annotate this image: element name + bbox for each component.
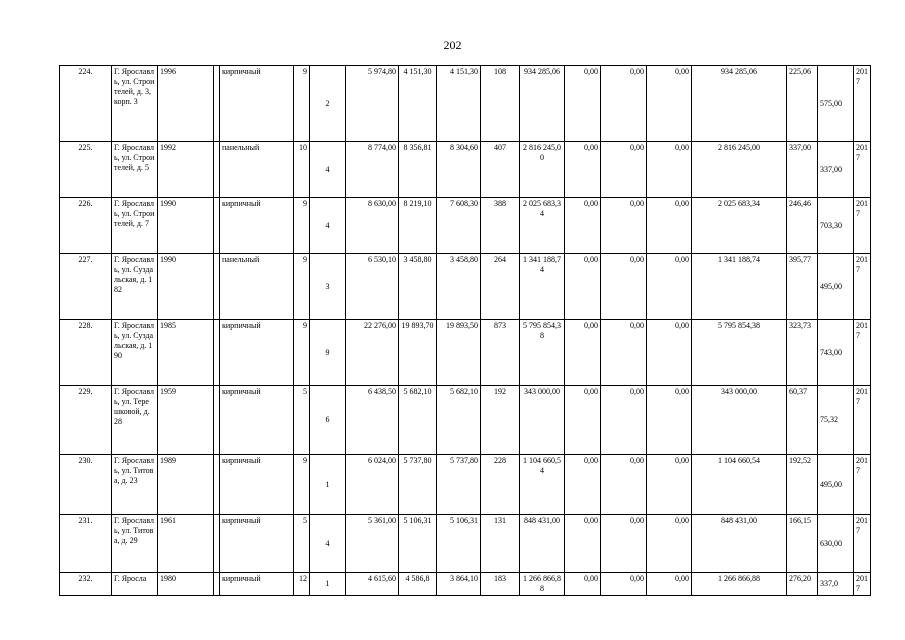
- entrance-count: 4: [310, 142, 346, 198]
- funding-2: 0,00: [601, 66, 647, 142]
- repair-cost: 2 816 245,00: [520, 142, 565, 198]
- build-year: 1959: [158, 386, 214, 455]
- table-row: [60, 386, 871, 455]
- funding-1: 0,00: [565, 573, 601, 596]
- funding-3: 0,00: [647, 66, 692, 142]
- build-year: 1980: [158, 573, 214, 596]
- entrance-count: 1: [310, 455, 346, 515]
- residents-count: 264: [481, 254, 520, 320]
- wall-material: кирпичный: [220, 66, 294, 142]
- funding-3: 0,00: [647, 198, 692, 254]
- plan-year: 2017: [854, 320, 871, 386]
- funding-2: 0,00: [601, 198, 647, 254]
- floor-count: 9: [294, 198, 310, 254]
- limit-cost: 703,30: [818, 198, 854, 254]
- funding-2: 0,00: [601, 515, 647, 573]
- specific-cost: 337,00: [787, 142, 818, 198]
- funding-1: 0,00: [565, 66, 601, 142]
- limit-cost: 75,32: [818, 386, 854, 455]
- plan-year: 2017: [854, 198, 871, 254]
- area-living: 5 106,31: [399, 515, 437, 573]
- wall-material: панельный: [220, 254, 294, 320]
- area-total: 22 276,00: [346, 320, 399, 386]
- build-year: 1989: [158, 455, 214, 515]
- limit-cost: 495,00: [818, 455, 854, 515]
- total-cost: 934 285,06: [692, 66, 787, 142]
- wall-material: кирпичный: [220, 386, 294, 455]
- entrance-count: 9: [310, 320, 346, 386]
- funding-1: 0,00: [565, 515, 601, 573]
- table-row: [60, 142, 871, 198]
- funding-3: 0,00: [647, 320, 692, 386]
- area-living-2: 5 106,31: [437, 515, 481, 573]
- row-number: 225.: [60, 142, 112, 198]
- total-cost: 1 341 188,74: [692, 254, 787, 320]
- entrance-count: 4: [310, 515, 346, 573]
- row-number: 232.: [60, 573, 112, 596]
- total-cost: 5 795 854,38: [692, 320, 787, 386]
- total-cost: 1 266 866,88: [692, 573, 787, 596]
- address: Г. Ярославль, ул. Суздальская, д. 182: [112, 254, 158, 320]
- funding-3: 0,00: [647, 455, 692, 515]
- floor-count: 12: [294, 573, 310, 596]
- specific-cost: 276,20: [787, 573, 818, 596]
- area-total: 5 361,00: [346, 515, 399, 573]
- row-number: 226.: [60, 198, 112, 254]
- funding-2: 0,00: [601, 254, 647, 320]
- specific-cost: 395,77: [787, 254, 818, 320]
- wall-material: кирпичный: [220, 455, 294, 515]
- funding-1: 0,00: [565, 455, 601, 515]
- entrance-count: 1: [310, 573, 346, 596]
- specific-cost: 225,06: [787, 66, 818, 142]
- total-cost: 2 025 683,34: [692, 198, 787, 254]
- funding-1: 0,00: [565, 386, 601, 455]
- funding-3: 0,00: [647, 573, 692, 596]
- specific-cost: 166,15: [787, 515, 818, 573]
- residents-count: 388: [481, 198, 520, 254]
- residents-count: 131: [481, 515, 520, 573]
- area-living-2: 7 608,30: [437, 198, 481, 254]
- build-year: 1990: [158, 198, 214, 254]
- table-row: [60, 320, 871, 386]
- table-row: [60, 573, 871, 596]
- funding-1: 0,00: [565, 320, 601, 386]
- table-row: [60, 515, 871, 573]
- page-number: 202: [443, 38, 462, 52]
- area-total: 6 024,00: [346, 455, 399, 515]
- funding-1: 0,00: [565, 198, 601, 254]
- area-living: 3 458,80: [399, 254, 437, 320]
- repair-cost: 2 025 683,34: [520, 198, 565, 254]
- total-cost: 848 431,00: [692, 515, 787, 573]
- floor-count: 5: [294, 386, 310, 455]
- repair-cost: 934 285,06: [520, 66, 565, 142]
- repair-cost: 1 341 188,74: [520, 254, 565, 320]
- wall-material: кирпичный: [220, 320, 294, 386]
- floor-count: 9: [294, 455, 310, 515]
- repair-cost: 343 000,00: [520, 386, 565, 455]
- residents-count: 873: [481, 320, 520, 386]
- area-living: 5 737,80: [399, 455, 437, 515]
- area-total: 4 615,60: [346, 573, 399, 596]
- total-cost: 2 816 245,00: [692, 142, 787, 198]
- area-living: 19 893,70: [399, 320, 437, 386]
- total-cost: 1 104 660,54: [692, 455, 787, 515]
- entrance-count: 4: [310, 198, 346, 254]
- limit-cost: 743,00: [818, 320, 854, 386]
- address: Г. Ярославль, ул. Суздальская, д. 190: [112, 320, 158, 386]
- specific-cost: 192,52: [787, 455, 818, 515]
- plan-year: 2017: [854, 254, 871, 320]
- build-year: 1961: [158, 515, 214, 573]
- area-living-2: 19 893,50: [437, 320, 481, 386]
- entrance-count: 6: [310, 386, 346, 455]
- repair-cost: 1 266 866,88: [520, 573, 565, 596]
- residents-count: 108: [481, 66, 520, 142]
- wall-material: кирпичный: [220, 573, 294, 596]
- floor-count: 9: [294, 66, 310, 142]
- area-living-2: 3 864,10: [437, 573, 481, 596]
- area-living-2: 3 458,80: [437, 254, 481, 320]
- funding-3: 0,00: [647, 515, 692, 573]
- limit-cost: 575,00: [818, 66, 854, 142]
- area-living: 4 151,30: [399, 66, 437, 142]
- address: Г. Ярославль, ул. Строителей, д. 3, корп. 3: [112, 66, 158, 142]
- residents-count: 192: [481, 386, 520, 455]
- specific-cost: 246,46: [787, 198, 818, 254]
- area-total: 6 438,50: [346, 386, 399, 455]
- table-row: [60, 198, 871, 254]
- area-living: 8 219,10: [399, 198, 437, 254]
- entrance-count: 3: [310, 254, 346, 320]
- repair-cost: 848 431,00: [520, 515, 565, 573]
- row-number: 227.: [60, 254, 112, 320]
- row-number: 231.: [60, 515, 112, 573]
- build-year: 1985: [158, 320, 214, 386]
- wall-material: кирпичный: [220, 515, 294, 573]
- total-cost: 343 000,00: [692, 386, 787, 455]
- specific-cost: 60,37: [787, 386, 818, 455]
- area-living-2: 4 151,30: [437, 66, 481, 142]
- funding-2: 0,00: [601, 455, 647, 515]
- wall-material: панельный: [220, 142, 294, 198]
- residents-count: 407: [481, 142, 520, 198]
- funding-1: 0,00: [565, 142, 601, 198]
- build-year: 1992: [158, 142, 214, 198]
- area-total: 8 774,00: [346, 142, 399, 198]
- entrance-count: 2: [310, 66, 346, 142]
- plan-year: 2017: [854, 66, 871, 142]
- area-total: 8 630,00: [346, 198, 399, 254]
- floor-count: 9: [294, 254, 310, 320]
- area-living: 5 682,10: [399, 386, 437, 455]
- row-number: 224.: [60, 66, 112, 142]
- address: Г. Ярославль, ул. Строителей, д. 5: [112, 142, 158, 198]
- area-living-2: 8 304,60: [437, 142, 481, 198]
- funding-1: 0,00: [565, 254, 601, 320]
- floor-count: 10: [294, 142, 310, 198]
- address: Г. Ярославль, ул. Терешковой, д. 28: [112, 386, 158, 455]
- row-number: 229.: [60, 386, 112, 455]
- row-number: 230.: [60, 455, 112, 515]
- area-living: 4 586,8: [399, 573, 437, 596]
- wall-material: кирпичный: [220, 198, 294, 254]
- row-number: 228.: [60, 320, 112, 386]
- area-total: 5 974,80: [346, 66, 399, 142]
- address: Г. Яросла: [112, 573, 158, 596]
- funding-2: 0,00: [601, 320, 647, 386]
- area-living-2: 5 737,80: [437, 455, 481, 515]
- register-table: [59, 65, 871, 596]
- plan-year: 2017: [854, 386, 871, 455]
- area-living: 8 356,81: [399, 142, 437, 198]
- funding-3: 0,00: [647, 254, 692, 320]
- funding-3: 0,00: [647, 142, 692, 198]
- address: Г. Ярославль, ул. Титова, д. 23: [112, 455, 158, 515]
- limit-cost: 630,00: [818, 515, 854, 573]
- floor-count: 9: [294, 320, 310, 386]
- address: Г. Ярославль, ул. Титова, д. 29: [112, 515, 158, 573]
- plan-year: 2017: [854, 515, 871, 573]
- build-year: 1990: [158, 254, 214, 320]
- floor-count: 5: [294, 515, 310, 573]
- plan-year: 2017: [854, 573, 871, 596]
- funding-2: 0,00: [601, 142, 647, 198]
- plan-year: 2017: [854, 142, 871, 198]
- residents-count: 228: [481, 455, 520, 515]
- repair-cost: 1 104 660,54: [520, 455, 565, 515]
- repair-cost: 5 795 854,38: [520, 320, 565, 386]
- funding-2: 0,00: [601, 386, 647, 455]
- table-row: [60, 66, 871, 142]
- funding-3: 0,00: [647, 386, 692, 455]
- limit-cost: 337,0: [818, 573, 854, 596]
- area-living-2: 5 682,10: [437, 386, 481, 455]
- residents-count: 183: [481, 573, 520, 596]
- table-row: [60, 254, 871, 320]
- specific-cost: 323,73: [787, 320, 818, 386]
- funding-2: 0,00: [601, 573, 647, 596]
- address: Г. Ярославль, ул. Строителей, д. 7: [112, 198, 158, 254]
- limit-cost: 337,00: [818, 142, 854, 198]
- table-row: [60, 455, 871, 515]
- limit-cost: 495,00: [818, 254, 854, 320]
- plan-year: 2017: [854, 455, 871, 515]
- build-year: 1996: [158, 66, 214, 142]
- area-total: 6 530,10: [346, 254, 399, 320]
